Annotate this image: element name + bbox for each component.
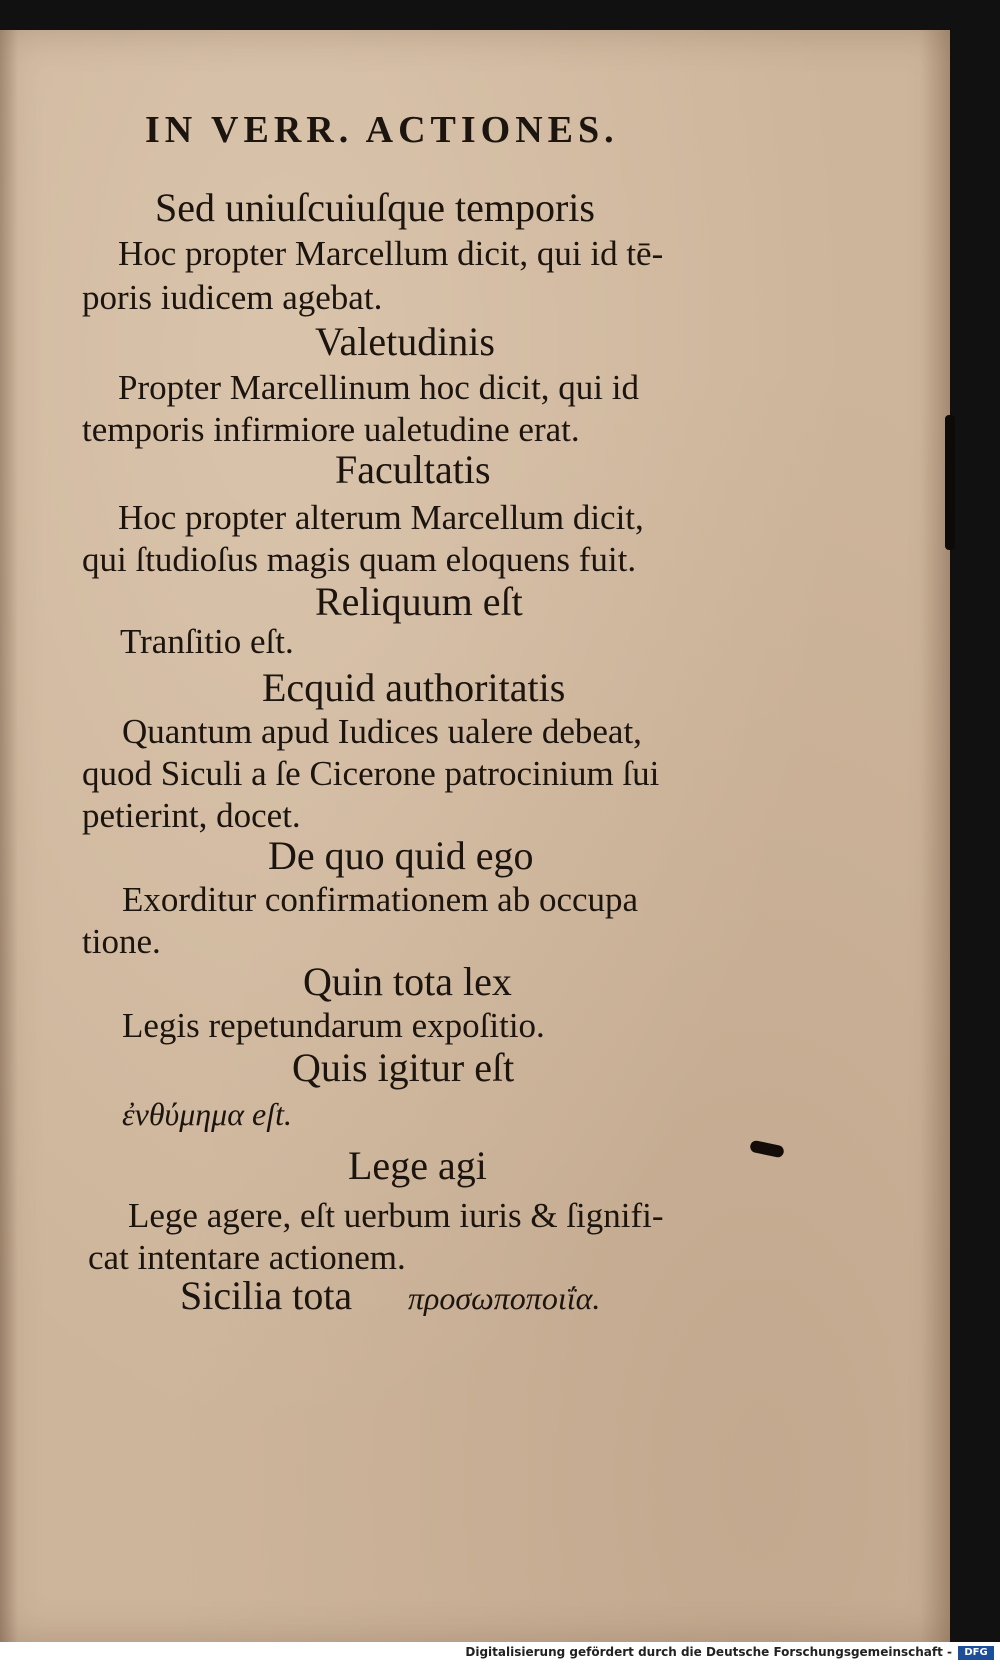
- dfg-logo: DFG: [958, 1646, 994, 1660]
- lemma-line: Ecquid authoritatis: [262, 665, 566, 710]
- funding-credit: Digitalisierung gefördert durch die Deutsche Forschungsgemeinschaft -: [465, 1645, 952, 1659]
- lemma-line: Facultatis: [335, 447, 491, 492]
- commentary-line: Propter Marcellinum hoc dicit, qui id: [118, 368, 640, 407]
- commentary-line: Lege agere, eſt uerbum iuris & ſignifi-: [128, 1196, 664, 1235]
- lemma-line: Quis igitur eſt: [292, 1045, 515, 1090]
- lemma-line: Lege agi: [348, 1143, 487, 1188]
- commentary-line: Quantum apud Iudices ualere debeat,: [122, 712, 642, 751]
- commentary-line: temporis infirmiore ualetudine erat.: [82, 410, 580, 449]
- running-header: IN VERR. ACTIONES.: [145, 109, 619, 151]
- commentary-line: Hoc propter alterum Marcellum dicit,: [118, 498, 644, 537]
- commentary-line: Hoc propter Marcellum dicit, qui id tē-: [118, 234, 664, 273]
- commentary-line: tione.: [82, 922, 161, 961]
- commentary-line: quod Siculi a ſe Cicerone patrocinium ſui: [82, 754, 660, 793]
- greek-line: προσωποποιΐα.: [408, 1280, 601, 1316]
- commentary-line: poris iudicem agebat.: [82, 278, 383, 317]
- commentary-line: cat intentare actionem.: [88, 1238, 406, 1277]
- page-edge-shadow: [945, 415, 955, 550]
- lemma-line: Valetudinis: [315, 319, 495, 364]
- commentary-line: Exorditur confirmationem ab occupa: [122, 880, 639, 919]
- commentary-line: petierint, docet.: [82, 796, 301, 835]
- lemma-line: Sed uniuſcuiuſque temporis: [155, 185, 595, 230]
- lemma-line: Sicilia tota: [180, 1273, 353, 1318]
- commentary-line: qui ſtudioſus magis quam eloquens fuit.: [82, 540, 637, 579]
- commentary-line: Tranſitio eſt.: [120, 622, 294, 661]
- commentary-line: Legis repetundarum expoſitio.: [122, 1006, 545, 1045]
- greek-line: ἐνθύμημα eſt.: [122, 1096, 292, 1132]
- lemma-line: Quin tota lex: [303, 959, 512, 1004]
- lemma-line: De quo quid ego: [268, 833, 534, 878]
- lemma-line: Reliquum eſt: [315, 579, 523, 624]
